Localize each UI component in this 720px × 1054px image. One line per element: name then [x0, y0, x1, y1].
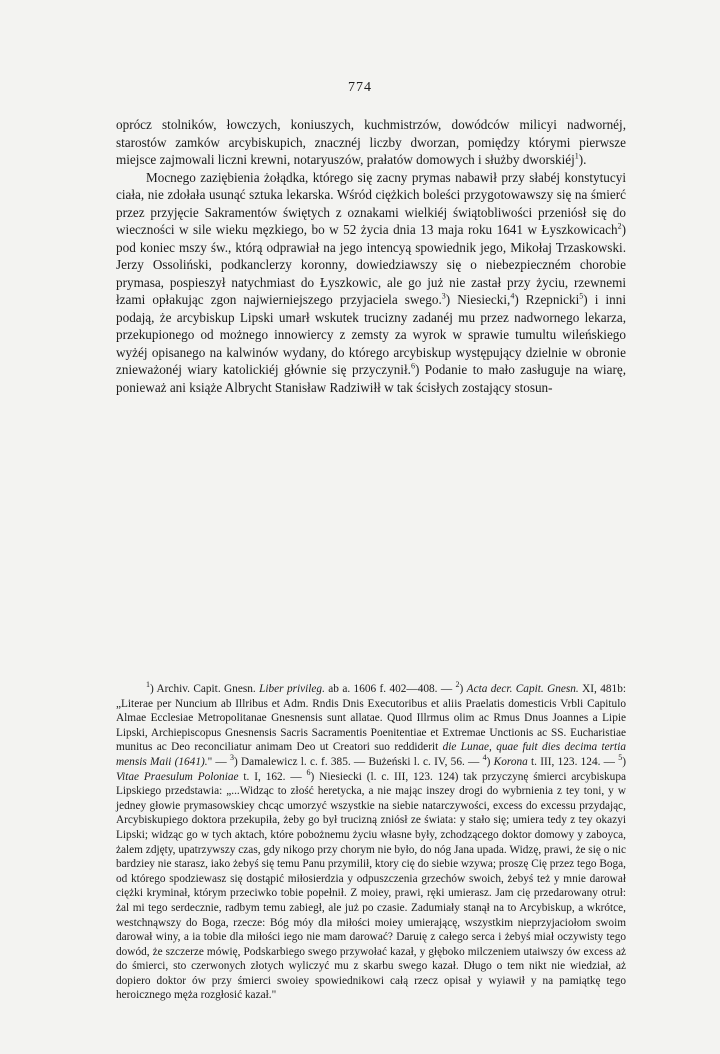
page-number: 774: [348, 80, 372, 95]
paragraph-1: oprócz stolników, łowczych, koniuszych, kuchmistrzów, dowódców milicyi nadwornéj, starostów zamków arcybiskupich, znacznéj liczby dworzan, pomiędzy którymi pierwsze miejsce zajmowali liczni krewni, notaryuszów, prałatów domowych i służby dworskiéj$^1$).: [116, 117, 626, 167]
footnotes-block: $^1$) Archiv. Capit. Gnesn. Liber privileg. ab a. 1606 f. 402—408. — $^2$) Acta decr. Capit. Gnesn. XI, 481b: „Literae per Nuncium ab Illribus et Adm. Rndis Dnis Executoribus et aliis Praelatis domesticis Vrbli Capitulo Almae Ecclesiae Metropolitanae Gnesnensis sunt allatae. Quod Illrmus olim ac Rmus Dnus Joannes a Lipie Lipski, Archiepiscopus Gnesnensis Sacris Sacramentis Poenitentiae et Extremae Unctionis ac SS. Eucharistiae munitus ac Deo reconciliatur animam Deo ut Creatori suo reddiderit die Lunae, quae fuit dies decima tertia mensis Maii (1641)." — $^3$) Damalewicz l. c. f. 385. — Bużeński l. c. IV, 56. — $^4$) Korona t. III, 123. 124. — $^5$) Vitae Praesulum Poloniae t. I, 162. — $^6$) Niesiecki (l. c. III, 123. 124) tak przyczynę śmierci arcybiskupa Lipskiego przedstawia: „...Widząc to złość heretycka, a nie mając inszey drogi do wybrnienia z tey toni, y w jedney głowie prymasowskiey chcąc umorzyć wszystkie na siebie natarczywości, excess do excessu przydając, Arcybiskupiego doktora przekupiła, żeby go był trucizną zniósł ze świata: y stało się; umiera tedy z tey okazyi Lipski; widząc go w tych aktach, które pobożnemu życiu własne były, zchodzącego doktor domowy y zaboyca, żalem zdjęty, upatrzywszy czas, gdy nikogo przy chorym nie było, do nóg Jana upada. Widzę, prawi, że się o nic bardziey nie starasz, iako żebyś się temu Panu przymilił, ktory cię do siebie wzywa; proszę Cię przez tego Boga, od którego spodziewasz się dostąpić miłosierdzia y odpuszczenia grzechów swoich, żebyś też y mnie darował ciężki kryminał, którym przeciwko tobie popełnił. Z moiey, prawi, ręki umierasz. Jam cię przedarowany otruł: żal mi tego serdecznie, radbym temu zabiegł, ale już po czasie. Zadumiały stanął na to Arcybiskup, a wkrótce, westchnąwszy do Boga, rzecze: Bóg móy dla miłości moiey umierającę, wszystkim nieprzyjaciołom swoim darował winy, a ia tobie dla miłości iego nie mam darować? Daruię z całego serca i żebyś miał oczywisty tego dowód, że szczerze mówię, Podskarbiego swego przywołać kazał, y głęboko milczeniem utaiwszy ów excess aż do śmierci, sto czerwonych złotych wyliczyć mu z skarbu swego kazał. Długo o tem nikt nie wiedział, aż dopiero doktor ów przy śmierci swoiey spowiednikowi całą rzecz opisał y wyiawił y na pamiątkę tego heroicznego męża rozgłosić kazał.": [116, 680, 627, 1002]
footnote-ref-5: 5: [579, 291, 584, 301]
footnote-ref-1: 1: [574, 151, 579, 161]
footnote-ref-4: 4: [510, 291, 515, 301]
paragraph-2: Mocnego zaziębienia żołądka, którego się zacny prymas nabawił przy słabéj konstytucyi ciała, nie zdołała usunąć sztuka lekarska. Wśród ciężkich boleści przygotowawszy się na śmierć przez przyjęcie Sakramentów świętych z oznakami wielkiéj świątobliwości przeniósł się do wieczności w sile wieku męzkiego, bo w 52 życia dnia 13 maja roku 1641 w Łyszkowicach$^2$) pod koniec mszy św., którą odprawiał na jego intencyą spowiednik jego, Mikołaj Trzaskowski. Jerzy Ossoliński, podkanclerzy koronny, dowiedziawszy się o niebezpieczném chorobie prymasa, pospieszył natychmiast do Łyszkowic, ale go już nie zastał przy życiu, rzewnemi łzami opłakując zgon najwierniejszego przyjaciela swego.$^3$) Niesiecki,$^4$) Rzepnicki$^5$) i inni podają, że arcybiskup Lipski umarł wskutek trucizny zadanéj mu przez nadwornego lekarza, przekupionego od możnego innowiercy z zemsty za wyrok w sprawie tumultu wileńskiego wyżéj opisanego na kalwinów wydany, do którego arcybiskup występujący dzielnie w obronie znieważonéj wiary katolickiéj głównie się przyczynił.$^6$) Podanie to mało zasługuje na wiarę, ponieważ ani książe Albrycht Stanisław Radziwiłł w tak ścisłych zostający stosun-: [116, 169, 626, 395]
main-text: [116, 116, 626, 396]
footnotes: [116, 682, 626, 1003]
footnote-ref-3: 3: [441, 291, 446, 301]
footnote-ref-2: 2: [617, 221, 622, 231]
footnote-ref-6: 6: [410, 361, 415, 371]
